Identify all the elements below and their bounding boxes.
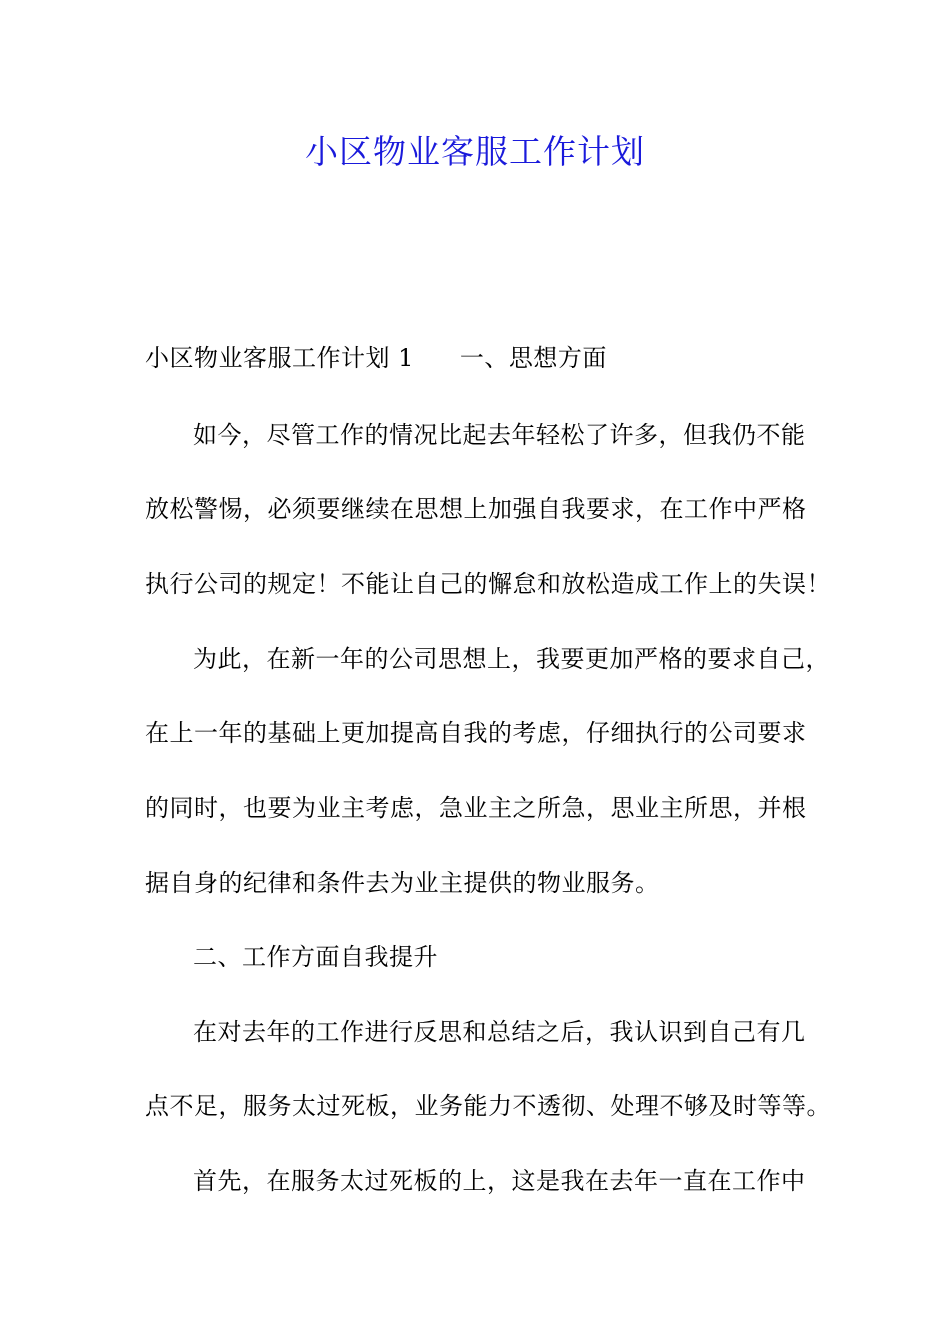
paragraph-line: 的同时，也要为业主考虑，急业主之所急，思业主所思，并根 — [145, 794, 807, 822]
section-heading-thought: 一、思想方面 — [459, 344, 607, 372]
paragraph-line: 如今，尽管工作的情况比起去年轻松了许多，但我仍不能 — [193, 421, 806, 449]
paragraph-line: 据自身的纪律和条件去为业主提供的物业服务。 — [145, 869, 660, 897]
section-heading-line — [145, 341, 607, 375]
paragraph-line: 在上一年的基础上更加提高自我的考虑，仔细执行的公司要求 — [145, 719, 807, 747]
paragraph-line: 点不足，服务太过死板，业务能力不透彻、处理不够及时等等。 — [145, 1092, 831, 1120]
document-title: 小区物业客服工作计划 — [305, 132, 645, 171]
plan-heading: 小区物业客服工作计划 1 — [145, 344, 414, 372]
paragraph-line: 首先，在服务太过死板的上，这是我在去年一直在工作中 — [193, 1167, 806, 1195]
section-heading-work: 二、工作方面自我提升 — [193, 943, 438, 971]
paragraph-line: 放松警惕，必须要继续在思想上加强自我要求，在工作中严格 — [145, 495, 807, 523]
paragraph-line: 为此，在新一年的公司思想上，我要更加严格的要求自己， — [193, 645, 830, 673]
paragraph-line: 执行公司的规定！不能让自己的懈怠和放松造成工作上的失误！ — [145, 570, 831, 598]
paragraph-line: 在对去年的工作进行反思和总结之后，我认识到自己有几 — [193, 1018, 806, 1046]
